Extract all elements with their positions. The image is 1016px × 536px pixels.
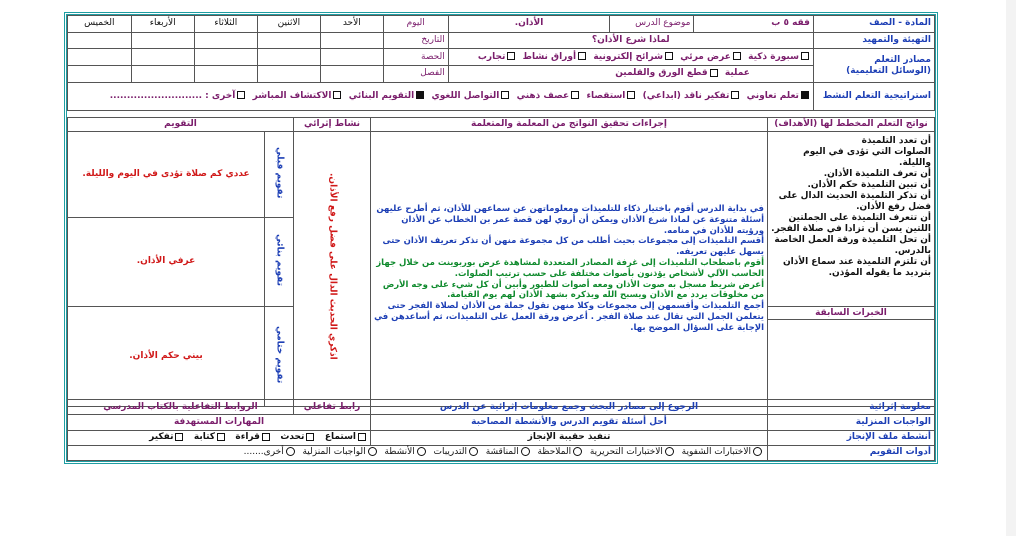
page-edge	[1006, 0, 1016, 536]
tool-0: الاختبارات الشفوية	[681, 447, 751, 458]
strategy-6: الاكتشاف المباشر	[252, 90, 332, 101]
radio-icon[interactable]	[573, 447, 582, 456]
tool-7: أخرى.......	[243, 447, 284, 458]
day-head-3: الثلاثاء	[194, 16, 257, 33]
sources-label	[813, 49, 934, 82]
prior-knowledge-cell	[768, 320, 935, 407]
subject-value: فقه ٥ ب	[694, 16, 813, 33]
topic-value: الأذان.	[448, 16, 610, 33]
checkbox-icon[interactable]	[237, 91, 245, 99]
lesson-plan-sheet	[64, 12, 938, 464]
strategy-label: استراتيجية التعلم النشط	[813, 82, 934, 110]
assess-stage-pre: تقويم قبلي	[274, 146, 285, 199]
checkbox-icon[interactable]	[627, 91, 635, 99]
skills-label: المهارات المستهدفة	[68, 415, 371, 430]
outcome-item: الصلوات التي تؤدى في اليوم والليلة.	[803, 146, 931, 168]
tool-5: الأنشطة	[384, 447, 415, 458]
assess-stage-cell	[265, 306, 294, 406]
assess-item-final: بيني حكم الأذان.	[68, 306, 265, 406]
strategy-7: آخرى : ...........................	[109, 90, 236, 101]
radio-icon[interactable]	[753, 447, 762, 456]
skills-row	[68, 430, 371, 445]
procedure-item: أقوم باصطحاب التلميذات إلى غرفة المصادر المتعددة لمشاهدة عرض بوربوينت من خلال جهاز الحاسب الآلي لأشخاص يؤذنون بأصوات مختلفة على حسب ترتيب الصلوات.	[376, 258, 764, 279]
intro-text: لماذا شرع الأذان؟	[448, 32, 813, 49]
checkbox-icon[interactable]	[801, 52, 809, 60]
source-item-4: تجارب	[477, 51, 506, 62]
source-item-0: سبورة ذكية	[748, 51, 799, 62]
outcome-item: أن تحل التلميذة ورقة العمل الخاصة بالدرس.	[774, 234, 931, 256]
checkbox-icon[interactable]	[217, 433, 225, 441]
homework-text: أحل أسئلة تقويم الدرس والأنشطة المصاحبة	[371, 415, 768, 430]
procedure-item: أقسم التلميذات إلى مجموعات بحيث أطلب من كل مجموعة منهن أن تذكر تعريف الأذان حتى يسهل عليهن تعريفه.	[382, 236, 764, 258]
radio-icon[interactable]	[521, 447, 530, 456]
topic-label: موضوع الدرس	[610, 16, 694, 33]
day-head-4: الأربعاء	[131, 16, 194, 33]
tool-3: المناقشة	[485, 447, 519, 458]
footer-table	[67, 399, 935, 461]
skill-4: تفكير	[149, 432, 174, 443]
checkbox-icon[interactable]	[665, 52, 673, 60]
skill-0: استماع	[324, 432, 356, 443]
homework-label: الواجبات المنزلية	[768, 415, 935, 430]
assess-item-formative: عرفي الأذان.	[68, 218, 265, 307]
header-table	[67, 15, 935, 111]
checkbox-icon[interactable]	[571, 91, 579, 99]
prior-knowledge-label: الخبرات السابقة	[768, 306, 935, 320]
col-activity: نشاط إثرائي	[294, 118, 371, 132]
tool-6: الواجبات المنزلية	[302, 447, 366, 458]
radio-icon[interactable]	[368, 447, 377, 456]
strategy-1: تفكير ناقد (ابداعي)	[642, 90, 730, 101]
assess-stage-formative: تقويم بنائي	[274, 233, 285, 286]
day-head-1: الأحد	[320, 16, 383, 33]
enrich-text: الرجوع إلى مصادر البحث وجمع معلومات إثرائية عن الدرس	[371, 400, 768, 415]
checkbox-icon[interactable]	[578, 52, 586, 60]
day-head-0: اليوم	[383, 16, 448, 33]
checkbox-icon[interactable]	[358, 433, 366, 441]
portfolio-label: أنشطة ملف الإنجاز	[768, 430, 935, 445]
procedure-item: أجمع التلميذات وأقسمهن إلى مجموعات وكلا منهن تقول جملة من الأذان لصلاة الفجر حتى يتعلمن الجمل التي تقال عند صلاة الفجر . أعرض ورقة العمل على التلميذات، ثم أساعدهن في الإجابة على السؤال الموضح بها.	[374, 301, 764, 333]
strategy-2: استقصاء	[586, 90, 626, 101]
outcome-item: أن تبين التلميذة حكم الأذان.	[807, 179, 931, 190]
outcome-item: أن تعرف التلميذة الأذان.	[823, 168, 931, 179]
radio-icon[interactable]	[417, 447, 426, 456]
source-item-1: عرض مرئي	[680, 51, 731, 62]
col-procedures: إجراءات تحقيق النواتج من المعلمة والمتعلمة	[371, 118, 768, 132]
source-item-6: قطع الورق والقلمين	[615, 68, 708, 79]
subject-label: المادة - الصف	[813, 16, 934, 33]
checkbox-icon[interactable]	[507, 52, 515, 60]
sources-label-2: (الوسائل التعليمية)	[846, 65, 931, 76]
radio-icon[interactable]	[469, 447, 478, 456]
strategy-5: التقويم البنائي	[348, 90, 415, 101]
outcome-item: أن تذكر التلميذة الحديث الدال على فضل رفع الأذان.	[778, 190, 931, 212]
links-text: الروابط التفاعلية بالكتاب المدرسي	[68, 400, 294, 415]
checkbox-icon[interactable]	[333, 91, 341, 99]
activity-cell	[294, 131, 371, 406]
row-label-class: الفصل	[383, 66, 448, 83]
activity-text: اذكري الحديث الدال على فضل رفع الأذان.	[327, 173, 338, 361]
tool-2: الملاحظة	[537, 447, 572, 458]
outcome-item: أن تتعرف التلميذة على الجملتين اللتين يسن أن تزادا في صلاة الفجر.	[771, 212, 931, 234]
enrich-label: معلومة إثرائية	[768, 400, 935, 415]
source-item-5: عملية	[724, 68, 750, 79]
outcome-item: أن تعدد التلميذة	[861, 135, 931, 146]
sources-label-1: مصادر التعلم	[874, 54, 931, 65]
strategy-4: التواصل اللغوي	[431, 90, 500, 101]
checkbox-icon[interactable]	[731, 91, 739, 99]
assess-item-pre: عددي كم صلاة تؤدى في اليوم والليلة.	[68, 131, 265, 217]
checkbox-checked-icon[interactable]	[801, 91, 809, 99]
assess-stage-cell	[265, 218, 294, 307]
outcome-item: أن تلتزم التلميذة عند سماع الأذان بترديد ما يقوله المؤذن.	[783, 256, 931, 278]
day-head-2: الاثنين	[257, 16, 320, 33]
checkbox-icon[interactable]	[175, 433, 183, 441]
skill-2: قراءة	[235, 432, 260, 443]
checkbox-checked-icon[interactable]	[416, 91, 424, 99]
strategy-3: عصف ذهني	[516, 90, 570, 101]
checkbox-icon[interactable]	[733, 52, 741, 60]
sources-row-1	[448, 49, 813, 66]
procedure-item: أعرض شريط مسجل به صوت الأذان ومعه أصوات للطيور وأبين أن كل شيء على وجه الأرض من مخلوقات يردد مع الأذان ويسبح الله ويذكره بشهد الأذان لهم يوم القيامة.	[382, 279, 764, 301]
procedure-item: في بداية الدرس أقوم باختيار ذكاء للتلميذات ومعلوماتهن عن سماعهن للأذان، ثم أطرح عليهن أسئلة متنوعة عن لماذا شرع الأذان ويمكن أن أروي لهن قصة عمر بن الخطاب عن الأذان ورؤيته للأذان في منامه.	[376, 204, 764, 236]
sources-row-2	[448, 66, 813, 83]
checkbox-icon[interactable]	[710, 69, 718, 77]
col-assessment: التقويم	[68, 118, 294, 132]
procedures-cell	[371, 131, 768, 406]
main-table	[67, 117, 935, 407]
row-label-date: التاريخ	[383, 32, 448, 49]
tools-row	[68, 445, 768, 460]
assess-stage-cell	[265, 131, 294, 217]
link-label: رابط تفاعلي	[294, 400, 371, 415]
source-item-2: شرائح إلكترونية	[593, 51, 663, 62]
tool-1: الاختبارات التحريرية	[589, 447, 663, 458]
outcomes-cell	[768, 131, 935, 306]
source-item-3: أوراق نشاط	[522, 51, 577, 62]
radio-icon[interactable]	[665, 447, 674, 456]
tools-label: أدوات التقويم	[768, 445, 935, 460]
col-outcomes: نواتج التعلم المخطط لها (الأهداف)	[768, 118, 935, 132]
tool-4: التدريبات	[433, 447, 467, 458]
checkbox-icon[interactable]	[262, 433, 270, 441]
row-label-period: الحصة	[383, 49, 448, 66]
skill-1: تحدث	[280, 432, 305, 443]
skill-3: كتابة	[193, 432, 215, 443]
portfolio-text: تنفيذ حقيبة الإنجاز	[371, 430, 768, 445]
strategies-row	[68, 82, 814, 110]
checkbox-icon[interactable]	[306, 433, 314, 441]
radio-icon[interactable]	[286, 447, 295, 456]
assess-stage-final: تقويم ختامي	[274, 325, 285, 384]
strategy-0: تعلم تعاوني	[746, 90, 799, 101]
day-head-5: الخميس	[68, 16, 132, 33]
checkbox-icon[interactable]	[501, 91, 509, 99]
intro-label: التهيئة والتمهيد	[813, 32, 934, 49]
